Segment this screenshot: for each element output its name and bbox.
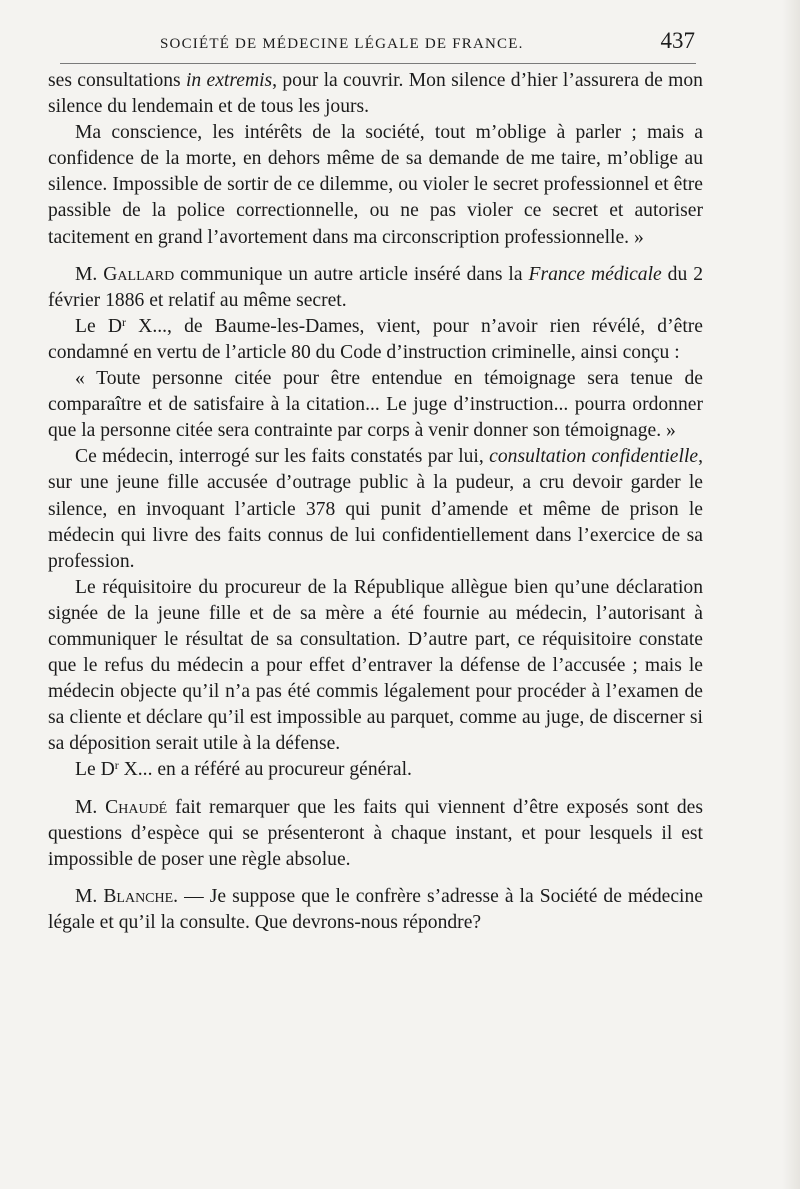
text-segment: , pour la couvrir. Mon silence d’hier l’assurera de mon silence du lendemain et de tous les jours.: [48, 70, 703, 118]
paragraph-p5: [48, 366, 703, 444]
page-number: 437: [660, 28, 695, 53]
text-segment: X... en a référé au procureur général.: [118, 759, 412, 781]
page-body: [48, 68, 703, 936]
paragraph-p8: [48, 757, 703, 783]
paragraph-p10: [48, 884, 703, 936]
text-segment: X..., de Baume-les-Dames, vient, pour n’avoir rien révélé, d’être condamné en vertu de l’article 80 du Code d’instruction criminelle, ainsi conçu :: [48, 315, 703, 363]
italic-text: in extremis: [185, 70, 273, 91]
text-segment: Le D: [75, 315, 122, 337]
speaker-name: M. Blanche.: [75, 885, 179, 907]
header-rule: [60, 63, 696, 64]
paragraph-p4: [48, 314, 703, 366]
paragraph-p2: [48, 120, 703, 250]
text-segment: Le réquisitoire du procureur de la République allègue bien qu’une déclaration signée de la jeune fille et de sa mère a été fournie au médecin, l’autorisant à communiquer le résultat de sa consultation. D’autre part, ce réquisitoire constate que le refus du médecin a pour effet d’entraver la défense de l’accusée ; mais le médecin objecte qu’il n’a pas été commis légalement pour procéder à l’examen de sa cliente et déclare qu’il est impossible au parquet, comme au juge, de discerner si sa déposition serait utile à la défense.: [48, 576, 703, 755]
paragraph-p7: [48, 575, 703, 758]
text-segment: Ma conscience, les intérêts de la société, tout m’oblige à parler ; mais a confidence de la morte, en dehors même de sa demande de me taire, m’oblige au silence. Impossible de sortir de ce dilemme, ou violer le secret professionnel et être passible de la police correctionnelle, ou ne pas violer ce secret et autoriser tacitement en grand l’avortement dans ma circonscription professionnelle. »: [48, 122, 703, 248]
superscript: r: [122, 314, 126, 329]
page-header: [60, 28, 695, 60]
paragraph-p6: [48, 444, 703, 574]
italic-text: France médicale: [528, 263, 662, 285]
paragraph-p9: [48, 795, 703, 873]
paragraph-p3: [48, 262, 703, 314]
text-segment: fait remarquer que les faits qui viennent d’être exposés sont des questions d’espèce qui se présenteront à chaque instant, et pour lesquels il est impossible de poser une règle absolue.: [48, 796, 703, 870]
text-segment: ses consultations: [48, 70, 186, 91]
text-segment: « Toute personne citée pour être entendue en témoignage sera tenue de comparaître et de satisfaire à la citation... Le juge d’instruction... pourra ordonner que la personne citée sera contrainte par corps à venir donner son témoignage. »: [48, 368, 703, 442]
page-edge-shadow: [782, 0, 800, 1189]
running-title: SOCIÉTÉ DE MÉDECINE LÉGALE DE FRANCE.: [160, 36, 524, 52]
speaker-name: M. Gallard: [75, 263, 175, 285]
text-segment: Le D: [75, 759, 115, 781]
text-segment: , sur une jeune fille accusée d’outrage public à la pudeur, a cru devoir garder le silence, en invoquant l’article 378 qui punit d’amende et même de prison le médecin qui livre des faits connus de lui confidentiellement dans l’exercice de sa profession.: [48, 446, 703, 572]
italic-text: consultation confidentielle: [489, 446, 699, 468]
text-segment: du 2 février 1886 et relatif au même secret.: [48, 263, 704, 311]
superscript: r: [114, 758, 119, 773]
speaker-name: M. Chaudé: [75, 796, 168, 818]
text-segment: — Je suppose que le confrère s’adresse à la Société de médecine légale et qu’il la consulte. Que devrons-nous répondre?: [48, 885, 703, 933]
text-segment: Ce médecin, interrogé sur les faits constatés par lui,: [75, 446, 490, 468]
paragraph-p1: [48, 68, 703, 120]
text-segment: communique un autre article inséré dans la: [174, 263, 529, 285]
